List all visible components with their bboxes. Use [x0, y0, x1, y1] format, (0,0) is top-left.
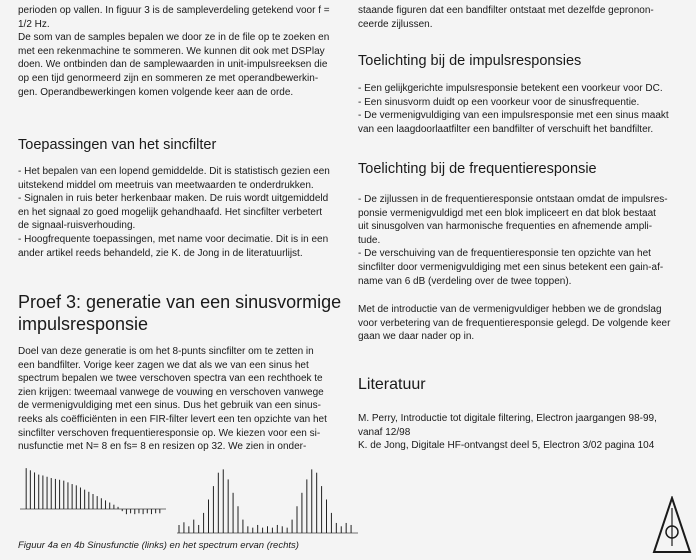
frequency-list	[358, 193, 688, 288]
heading-line: Proef 3: generatie van een sinusvormige	[18, 292, 342, 312]
text-line: perioden op vallen. In figuur 3 is de sampleverdeling getekend voor f =	[18, 5, 330, 16]
figure-caption: Figuur 4a en 4b Sinusfunctie (links) en het spectrum ervan (rechts)	[18, 540, 299, 551]
text-line: - De vermenigvuldiging van een impulsresponsie met een sinus maakt	[358, 110, 669, 122]
text-line: - Hoogfrequente toepassingen, met name voor decimatie. Dit is in een	[18, 233, 329, 245]
intro-continuation	[358, 4, 688, 31]
text-line: vanaf 12/98	[358, 426, 411, 438]
text-line: staande figuren dat een bandfilter ontstaat met dezelfde gepronon-	[358, 5, 654, 16]
conclusion-paragraph	[358, 303, 688, 344]
section-heading-impulse: Toelichting bij de impulsresponsies	[358, 53, 582, 69]
text-line: - De verschuiving van de frequentieresponsie ten opzichte van het	[358, 248, 651, 260]
text-line: met een rekenmachine te sommeren. We kunnen dit ook met DSPlay	[18, 45, 325, 57]
text-line: ceerde zijlussen.	[358, 18, 433, 30]
text-line: K. de Jong, Digitale HF-ontvangst deel 5, Electron 3/02 pagina 104	[358, 440, 655, 452]
text-line: en het signaal zo goed mogelijk gehandhaafd. Het sincfilter verbetert	[18, 206, 323, 218]
text-line: op een tijd genormeerd zijn en sommeren ze met operandbewerkin-	[18, 72, 319, 84]
text-line: - De zijlussen in de frequentieresponsie ontstaan omdat de impulsres-	[358, 194, 668, 205]
text-line: - Signalen in ruis beter herkenbaar maken. De ruis wordt uitgemiddeld	[18, 193, 329, 205]
text-line: nusfunctie met N= 8 en fs= 8 en resizen op 32. We zien in onder-	[18, 441, 307, 453]
text-line: name van 6 dB (verdeling over de twee toppen).	[358, 275, 572, 287]
text-line: spectrum bepalen we twee verschoven spectra van een rechthoek te	[18, 373, 323, 385]
literature-list	[358, 412, 688, 453]
text-line: M. Perry, Introductie tot digitale filtering, Electron jaargangen 98-99,	[358, 413, 657, 424]
text-line: voor verbetering van de frequentieresponsie gelegd. De volgende keer	[358, 317, 671, 329]
sincfilter-list	[18, 165, 348, 260]
text-line: sincfilter door vermenigvuldiging met een sinus betekent een gain-af-	[358, 261, 664, 273]
literature-heading: Literatuur	[358, 376, 426, 393]
figure-4a-sinus-plot	[18, 462, 168, 537]
text-line: - Een gelijkgerichte impulsresponsie betekent een voorkeur voor DC.	[358, 83, 663, 94]
figure-4b-spectrum-plot	[175, 462, 360, 537]
section-heading-sincfilter: Toepassingen van het sincfilter	[18, 137, 217, 153]
impulse-list	[358, 82, 688, 136]
text-line: De som van de samples bepalen we door ze in de file op te zoeken en	[18, 32, 330, 44]
text-line: sincfilter verschoven frequentieresponsie op. We kiezen voor een si-	[18, 427, 321, 439]
section-heading-frequency: Toelichting bij de frequentieresponsie	[358, 161, 597, 177]
intro-paragraph	[18, 4, 348, 99]
text-line: - Een sinusvorm duidt op een voorkeur voor de sinusfrequentie.	[358, 96, 640, 108]
text-line: de vermenigvuldiging met een sinus. Dus het gebruik van een sinus-	[18, 400, 321, 412]
text-line: zien krijgen: tweemaal vanwege de vouwing en verschoven vanwege	[18, 386, 324, 398]
text-line: uit sinusgolven van harmonische frequenties en afnemende ampli-	[358, 221, 653, 233]
text-line: ander artikel reeds behandeld, zie K. de Jong in de literatuurlijst.	[18, 247, 303, 259]
text-line: van een laagdoorlaatfilter een bandfilter of verschuift het bandfilter.	[358, 123, 654, 135]
text-line: ponsie vermenigvuldigd met een blok impliceert en dat blok bestaat	[358, 207, 656, 219]
text-line: uitstekend middel om meetruis van meetwaarden te onderdrukken.	[18, 179, 314, 191]
proof-heading	[18, 291, 348, 335]
text-line: gaan we daar nader op in.	[358, 331, 475, 343]
text-line: Doel van deze generatie is om het 8-punts sincfilter om te zetten in	[18, 346, 314, 357]
text-line: 1/2 Hz.	[18, 18, 50, 30]
heading-line: impulsresponsie	[18, 314, 149, 334]
text-line: de signaal-ruisverhouding.	[18, 220, 136, 232]
text-line: doen. We ontbinden dan de samplewaarden in unit-impulsreeksen die	[18, 59, 328, 71]
triangle-logo	[652, 496, 692, 556]
text-line: tude.	[358, 234, 381, 246]
text-line: gen. Operandbewerkingen komen volgende keer aan de orde.	[18, 86, 294, 98]
text-line: reeks als coëfficiënten in een FIR-filter levert een ten opzichte van het	[18, 413, 327, 425]
text-line: - Het bepalen van een lopend gemiddelde. Dit is statistisch gezien een	[18, 166, 330, 177]
text-line: Met de introductie van de vermenigvuldiger hebben we de grondslag	[358, 304, 662, 315]
text-line: een bandfilter. Vorige keer zagen we dat als we van een sinus het	[18, 359, 309, 371]
proof-paragraph	[18, 345, 348, 454]
